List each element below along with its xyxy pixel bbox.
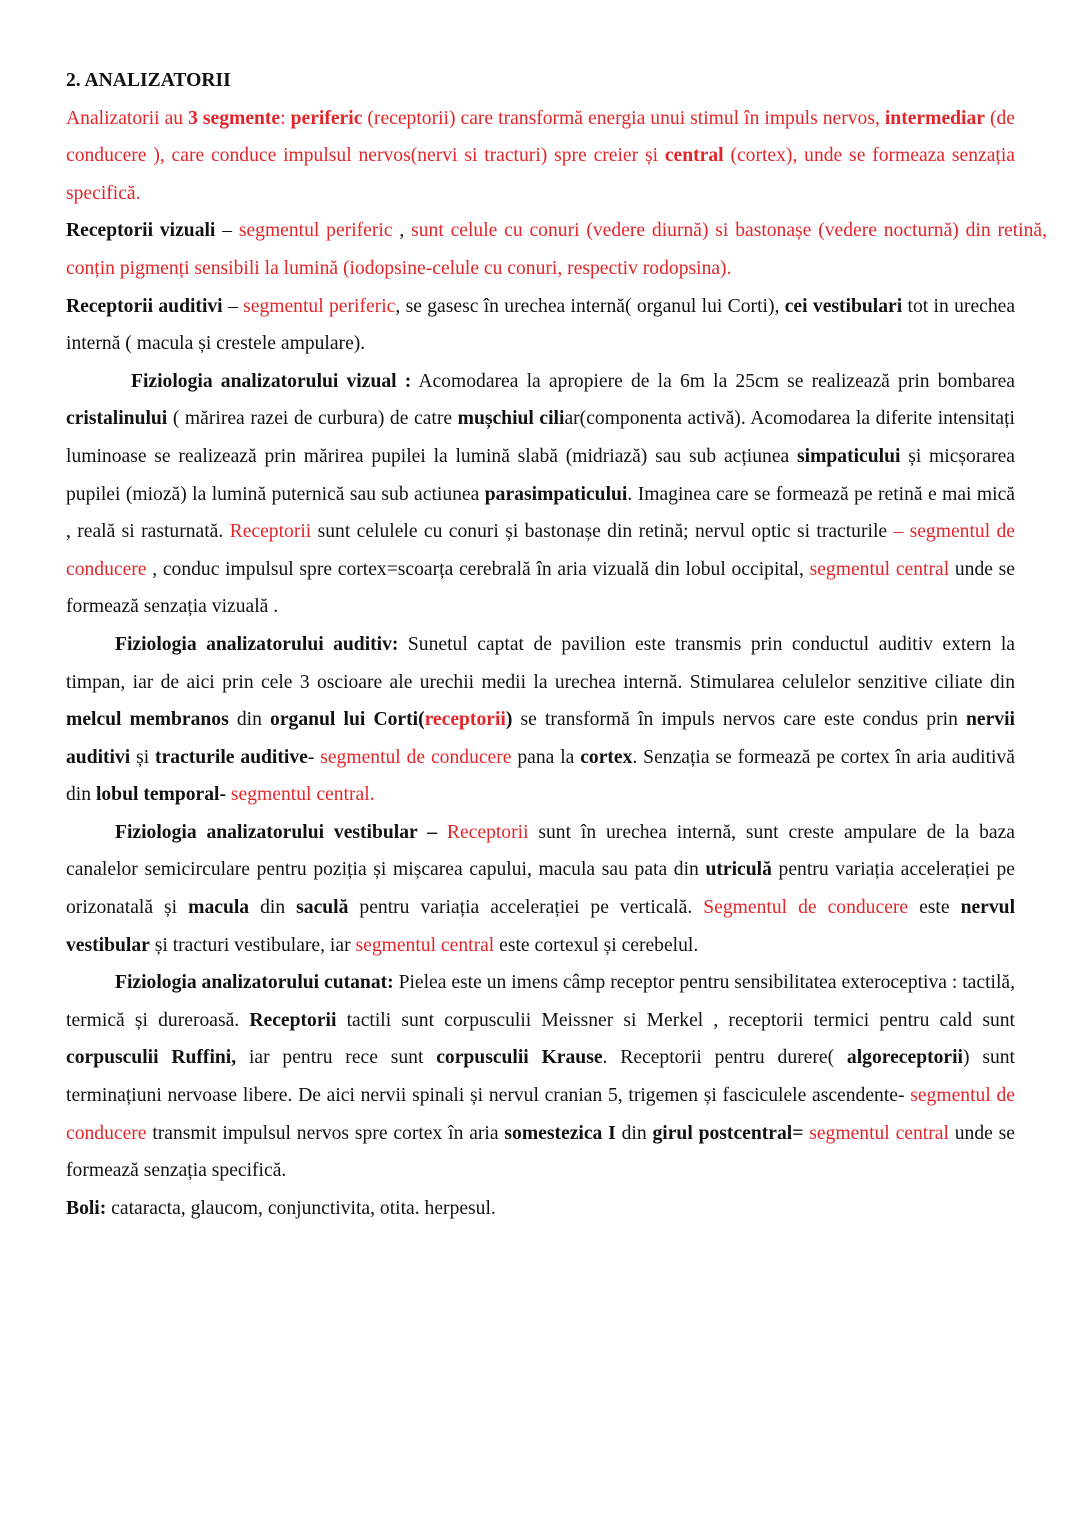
bold-term: simpaticului — [797, 445, 901, 467]
text-run: se transformă în impuls nervos care este condus prin — [512, 709, 967, 731]
paragraph-cutaneous-physiology — [66, 964, 1015, 1190]
document-page — [66, 62, 1047, 1227]
bold-term: Boli: — [66, 1197, 107, 1219]
bold-term: Receptorii auditivi — [66, 295, 223, 317]
text-run: unde se formează senzația specifică. — [66, 1122, 1015, 1182]
bold-term: Receptorii — [249, 1009, 337, 1031]
bold-term: cei vestibulari — [784, 295, 903, 317]
text-run: din — [228, 709, 271, 731]
bold-term: tracturile auditive — [155, 746, 308, 768]
document-body — [66, 100, 1047, 1228]
bold-term: utriculă — [705, 859, 772, 881]
bold-term: receptorii — [424, 709, 506, 731]
highlighted-text: segmentul central — [355, 934, 495, 956]
highlighted-text: segmentul de conducere — [320, 746, 512, 768]
text-run: ) sunt terminațiuni nervoase libere. De aici nervii spinali și nervul cranian 5, trigemen și fasciculele ascendente- — [66, 1047, 1016, 1107]
paragraph-vestibular-physiology — [66, 814, 1015, 964]
text-run: și micșorarea pupilei (mioză) la lumină puternică sau sub actiunea — [66, 445, 1015, 505]
text-run: pentru variația accelerației pe verticală. — [348, 897, 704, 919]
bold-term: nervii auditivi — [66, 709, 1015, 768]
text-run: - — [307, 746, 321, 768]
paragraph-diseases — [66, 1190, 1015, 1228]
text-run: și tracturi vestibulare, iar — [149, 934, 356, 956]
bold-term: cristalinului — [66, 408, 168, 430]
text-run: ( mărirea razei de curbura) de catre — [167, 408, 458, 430]
highlighted-text: – segmentul de conducere — [66, 521, 1016, 580]
highlighted-text: sunt celule cu conuri (vedere diurnă) si bastonașe (vedere nocturnă) din retină, conțin pigmenți sensibili la lumină (iodopsine-celule cu conuri, respectiv rodopsina). — [66, 220, 1047, 279]
text-run: este — [908, 897, 961, 919]
bold-term: corpusculii Krause — [436, 1047, 603, 1069]
bold-term: saculă — [296, 897, 349, 919]
bold-term: girul postcentral= — [652, 1122, 804, 1144]
highlighted-text: Segmentul de conducere — [703, 897, 909, 919]
bold-term: central — [664, 145, 724, 167]
bold-term: lobul temporal- — [95, 784, 227, 806]
highlighted-text: segmentul central — [809, 558, 950, 580]
text-run: Pielea este un imens câmp receptor pentru sensibilitatea exteroceptiva : tactilă, termică și dureroasă. — [66, 972, 1016, 1031]
text-run: ar(componenta activă). Acomodarea la diferite intensitați luminoase se realizează prin mărirea pupilei la lumină slabă (midriază) sau sub acțiunea — [66, 408, 1015, 467]
highlighted-text: segmentul periferic — [243, 295, 396, 317]
text-run: este cortexul și cerebelul. — [494, 934, 699, 956]
text-run: . Imaginea care se formează pe retină e mai mică , reală si rasturnată. — [66, 483, 1015, 543]
paragraph-intro-segments — [66, 100, 1015, 213]
bold-term: 3 segmente — [188, 107, 281, 129]
paragraph-auditory-receptors — [66, 288, 1015, 363]
section-title: 2. ANALIZATORII — [66, 70, 231, 91]
text-run — [437, 822, 447, 843]
text-run: – — [222, 295, 244, 317]
text-run: – — [215, 220, 239, 242]
bold-term: somestezica I — [504, 1122, 616, 1144]
highlighted-text: Receptorii — [229, 521, 312, 543]
text-run: sunt în urechea internă, sunt creste ampulare de la baza canalelor semicirculare pentru poziția și mișcarea capului, macula sau pata din — [66, 821, 1015, 881]
text-run: sunt celulele cu conuri și bastonașe din retină; nervul optic si tracturile — [311, 521, 894, 543]
text-run: pana la — [511, 746, 581, 768]
bold-term: corpusculii Ruffini, — [66, 1047, 237, 1069]
bold-term: macula — [188, 897, 250, 919]
paragraph-visual-physiology — [66, 363, 1015, 626]
highlighted-text: segmentul de conducere — [66, 1085, 1015, 1144]
text-run: din — [615, 1122, 653, 1144]
text-run: , se gasesc în urechea internă( organul lui Corti), — [395, 295, 785, 317]
paragraph-auditory-physiology — [66, 626, 1015, 814]
bold-term: Fiziologia analizatorului vizual : — [131, 370, 412, 392]
bold-term: Fiziologia analizatorului vestibular – — [115, 821, 438, 843]
bold-term: intermediar — [884, 107, 985, 129]
text-run: , — [392, 220, 412, 242]
text-run: cataracta, glaucom, conjunctivita, otita. herpesul. — [106, 1197, 496, 1219]
text-run: iar pentru rece sunt — [236, 1047, 437, 1069]
text-run: . Receptorii pentru durere( — [602, 1047, 847, 1069]
highlighted-text: (de conducere ), care conduce impulsul nervos(nervi si tracturi) spre creier și — [66, 107, 1016, 167]
text-run: transmit impulsul nervos spre cortex în aria — [146, 1122, 505, 1144]
bold-term: Fiziologia analizatorului cutanat: — [115, 972, 394, 994]
highlighted-text: (cortex), unde se formeaza senzația specifică. — [66, 145, 1015, 204]
text-run: unde se formează senzația vizuală . — [66, 558, 1015, 618]
text-run: și — [130, 746, 156, 768]
paragraph-visual-receptors — [66, 212, 1047, 287]
bold-term: periferic — [290, 107, 363, 129]
highlighted-text: Receptorii — [446, 821, 529, 843]
text-run: Acomodarea la apropiere de la 6m la 25cm se realizează prin bombarea — [411, 370, 1015, 392]
bold-term: organul lui Corti( — [270, 709, 425, 731]
text-run: tactili sunt corpusculii Meissner si Merkel , receptorii termici pentru cald sunt — [336, 1009, 1015, 1031]
text-run: Sunetul captat de pavilion este transmis prin conductul auditiv extern la timpan, iar de aici prin cele 3 oscioare ale urechii medii la urechea internă. Stimularea celulelor senzitive ciliate din — [66, 633, 1015, 693]
bold-term: Receptorii vizuali — [66, 220, 216, 242]
highlighted-text: segmentul central. — [230, 784, 375, 806]
bold-term: mușchiul cili — [457, 408, 565, 430]
highlighted-text: Analizatorii au — [66, 107, 189, 129]
highlighted-text: segmentul central — [809, 1122, 949, 1144]
bold-term: algoreceptorii — [846, 1047, 963, 1069]
highlighted-text: segmentul periferic — [238, 220, 393, 242]
text-run: . Senzația se formează pe cortex în aria auditivă din — [66, 746, 1015, 806]
bold-term: parasimpaticului — [484, 483, 628, 505]
text-run: tot in urechea internă ( macula și crestele ampulare). — [66, 295, 1016, 355]
bold-term: ) — [505, 709, 513, 731]
bold-term: cortex — [580, 746, 633, 768]
text-run: , conduc impulsul spre cortex=scoarța cerebrală în aria vizuală din lobul occipital, — [146, 558, 810, 580]
highlighted-text: (receptorii) care transformă energia unui stimul în impuls nervos, — [362, 107, 885, 129]
bold-term: melcul membranos — [66, 709, 229, 731]
text-run: pentru variația accelerației pe orizonatală și — [66, 859, 1015, 919]
text-run: din — [249, 897, 297, 919]
highlighted-text: : — [280, 107, 291, 129]
bold-term: Fiziologia analizatorului auditiv: — [115, 633, 399, 655]
bold-term: nervul vestibular — [66, 897, 1016, 956]
